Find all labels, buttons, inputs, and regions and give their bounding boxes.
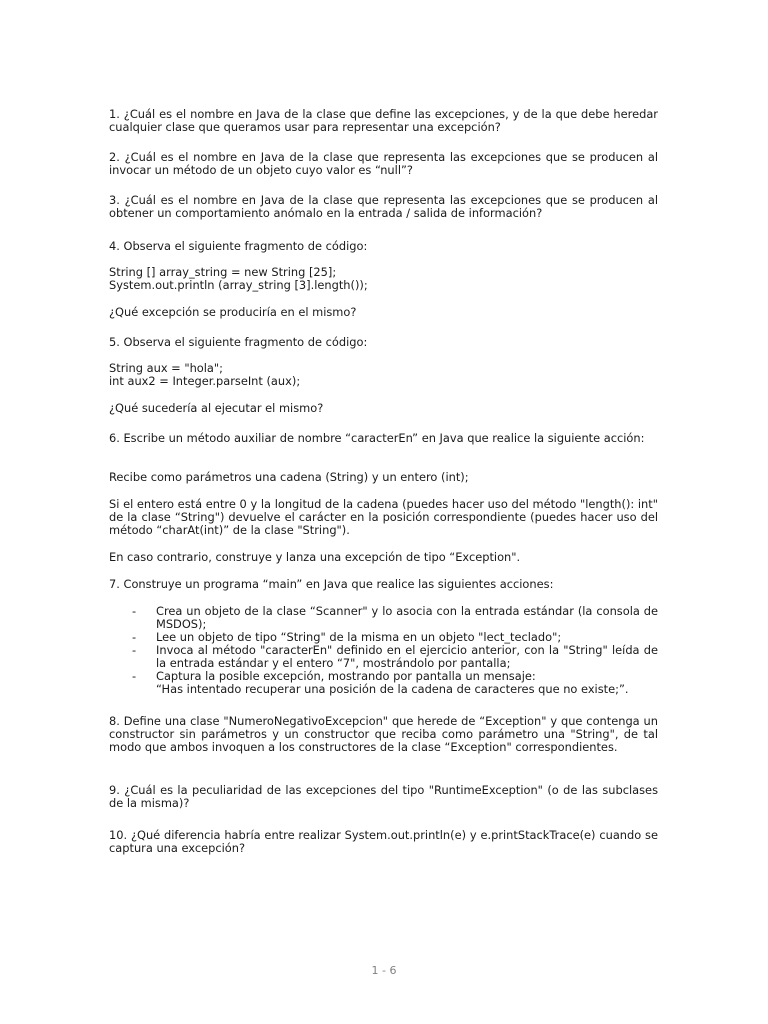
code-line: int aux2 = Integer.parseInt (aux); — [109, 374, 301, 388]
question-3: 3. ¿Cuál es el nombre en Java de la clase que representa las excepciones que se producen al obtener un comportamiento anómalo en la entrada / salida de información? — [109, 193, 658, 220]
question-7: 7. Construye un programa “main” en Java que realice las siguientes acciones: — [109, 577, 554, 591]
list-item-text: Crea un objeto de la clase “Scanner" y lo asocia con la entrada estándar (la consola de MSDOS); — [156, 604, 658, 631]
question-6-paragraph: Si el entero está entre 0 y la longitud de la cadena (puedes hacer uso del método "length(): int" de la clase “String") devuelve el carácter en la posición correspondiente (puedes hacer uso del método “charAt(int)” de la clase "String"). — [109, 497, 658, 537]
list-dash: - — [132, 643, 137, 657]
question-10: 10. ¿Qué diferencia habría entre realizar System.out.println(e) y e.printStackTrace(e) cuando se captura una excepción? — [109, 828, 658, 855]
list-item-text: Invoca al método "caracterEn" definido en el ejercicio anterior, con la "String" leída de la entrada estándar y el entero “7", mostrándolo por pantalla; — [156, 643, 658, 670]
question-1: 1. ¿Cuál es el nombre en Java de la clase que define las excepciones, y de la que debe heredar cualquier clase que queramos usar para representar una excepción? — [109, 107, 658, 134]
question-5: 5. Observa el siguiente fragmento de código: — [109, 335, 368, 349]
list-dash: - — [132, 604, 137, 618]
list-dash: - — [132, 630, 137, 644]
list-item-text: Lee un objeto de tipo “String" de la misma en un objeto "lect_teclado"; — [156, 630, 562, 644]
code-line: String aux = "hola"; — [109, 361, 223, 375]
error-message-text: “Has intentado recuperar una posición de la cadena de caracteres que no existe;”. — [156, 682, 629, 696]
question-4-prompt: ¿Qué excepción se produciría en el mismo? — [109, 305, 357, 319]
code-line: System.out.println (array_string [3].length()); — [109, 278, 368, 292]
list-dash: - — [132, 669, 137, 683]
question-6-paragraph: En caso contrario, construye y lanza una excepción de tipo “Exception". — [109, 550, 521, 564]
code-line: String [] array_string = new String [25]; — [109, 265, 337, 279]
list-item-text: Captura la posible excepción, mostrando por pantalla un mensaje: — [156, 669, 536, 683]
question-6-paragraph: Recibe como parámetros una cadena (String) y un entero (int); — [109, 470, 469, 484]
question-6: 6. Escribe un método auxiliar de nombre “caracterEn” en Java que realice la siguiente acción: — [109, 431, 645, 445]
question-5-prompt: ¿Qué sucedería al ejecutar el mismo? — [109, 401, 324, 415]
question-9: 9. ¿Cuál es la peculiaridad de las excepciones del tipo "RuntimeException" (o de las subclases de la misma)? — [109, 783, 658, 810]
question-2: 2. ¿Cuál es el nombre en Java de la clase que representa las excepciones que se producen al invocar un método de un objeto cuyo valor es “null”? — [109, 150, 658, 177]
page-number: 1 - 6 — [371, 964, 397, 977]
question-8: 8. Define una clase "NumeroNegativoExcepcion" que herede de “Exception" y que contenga un constructor sin parámetros y un constructor que reciba como parámetro una "String", de tal modo que ambos invoquen a los constructores de la clase “Exception" correspondientes. — [109, 714, 658, 754]
question-4: 4. Observa el siguiente fragmento de código: — [109, 239, 368, 253]
